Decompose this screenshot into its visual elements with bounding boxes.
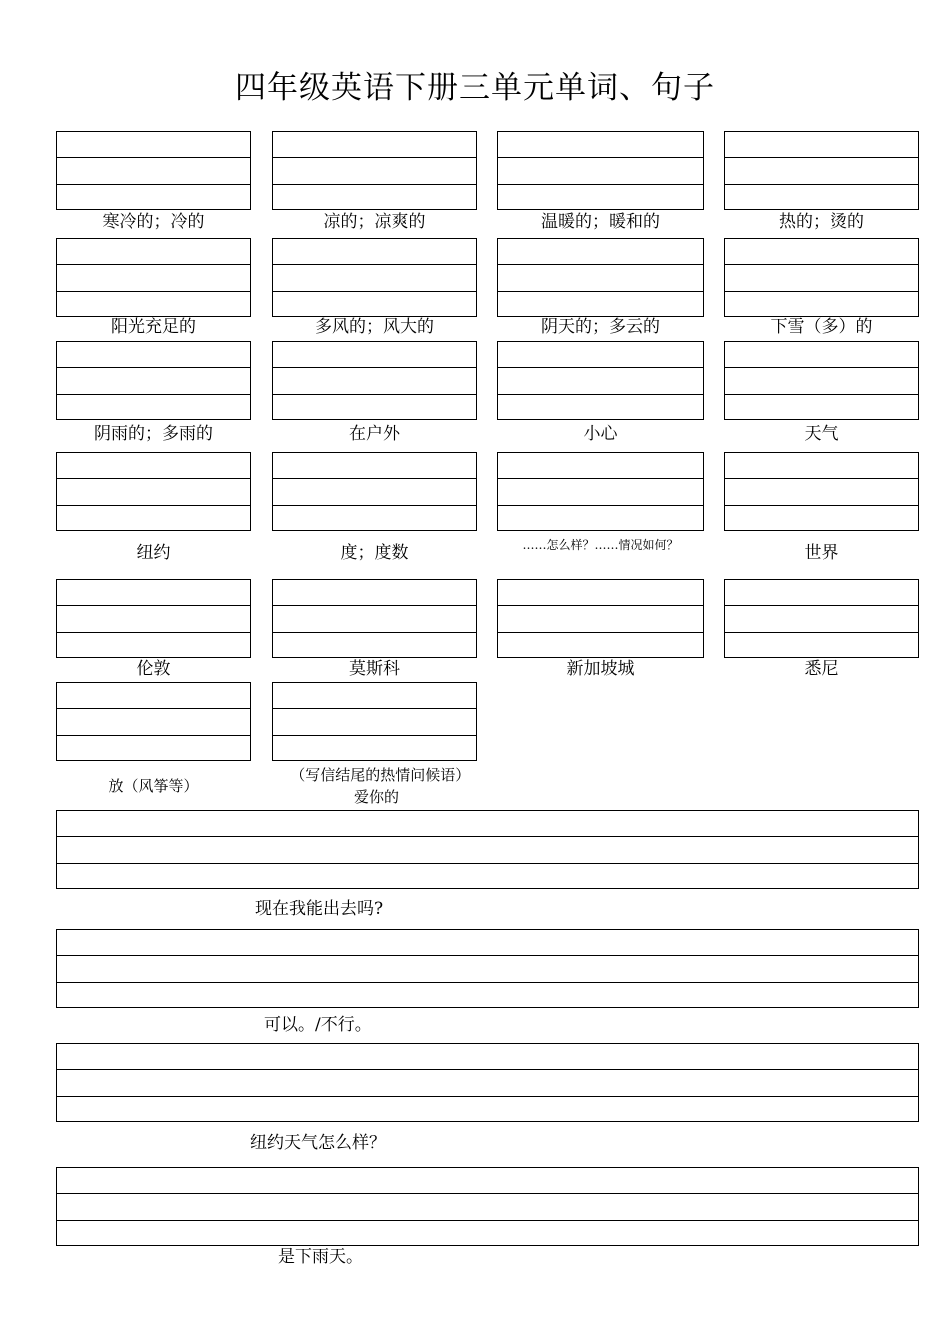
writing-line (57, 955, 918, 956)
writing-line (498, 605, 703, 606)
word-meaning-label: 世界 (804, 543, 839, 563)
word-meaning-label: 小心 (583, 424, 618, 444)
writing-line (725, 605, 918, 606)
word-writing-box[interactable] (272, 341, 477, 420)
word-meaning-label: 在户外 (349, 424, 400, 444)
writing-line (725, 157, 918, 158)
writing-line (57, 264, 250, 265)
writing-line (725, 184, 918, 185)
word-writing-box[interactable] (56, 452, 251, 531)
word-meaning-label: 阳光充足的 (111, 317, 196, 337)
word-meaning-label: 阴天的；多云的 (541, 317, 660, 337)
sentence-writing-box[interactable] (56, 810, 919, 889)
word-writing-box[interactable] (272, 452, 477, 531)
word-writing-box[interactable] (272, 682, 477, 761)
writing-line (57, 1220, 918, 1221)
writing-line (273, 478, 476, 479)
sentence-meaning-label: 可以。/不行。 (264, 1015, 372, 1035)
word-meaning-label: 多风的；风大的 (315, 317, 434, 337)
writing-line (273, 505, 476, 506)
writing-line (57, 735, 250, 736)
writing-line (725, 632, 918, 633)
writing-line (498, 505, 703, 506)
word-writing-box[interactable] (272, 579, 477, 658)
word-meaning-label: 伦敦 (136, 659, 171, 679)
writing-line (273, 708, 476, 709)
word-meaning-label: 度；度数 (340, 543, 409, 563)
writing-line (57, 863, 918, 864)
sentence-writing-box[interactable] (56, 929, 919, 1008)
writing-line (57, 184, 250, 185)
word-meaning-label: 热的；烫的 (779, 212, 864, 232)
page-title: 四年级英语下册三单元单词、句子 (235, 70, 715, 106)
word-writing-box[interactable] (497, 579, 704, 658)
writing-line (725, 505, 918, 506)
writing-line (498, 478, 703, 479)
writing-line (273, 291, 476, 292)
writing-line (273, 367, 476, 368)
word-meaning-label: ……怎么样？……情况如何？ (522, 538, 679, 552)
writing-line (273, 394, 476, 395)
word-writing-box[interactable] (724, 579, 919, 658)
word-meaning-label: 寒冷的；冷的 (102, 212, 205, 232)
word-writing-box[interactable] (272, 238, 477, 317)
word-writing-box[interactable] (56, 341, 251, 420)
writing-line (498, 291, 703, 292)
word-meaning-label: 凉的；凉爽的 (323, 212, 426, 232)
writing-line (57, 1193, 918, 1194)
sentence-writing-box[interactable] (56, 1043, 919, 1122)
writing-line (57, 1069, 918, 1070)
word-writing-box[interactable] (497, 452, 704, 531)
writing-line (57, 478, 250, 479)
writing-line (57, 505, 250, 506)
sentence-writing-box[interactable] (56, 1167, 919, 1246)
writing-line (273, 632, 476, 633)
word-writing-box[interactable] (497, 238, 704, 317)
writing-line (498, 157, 703, 158)
writing-line (273, 184, 476, 185)
writing-line (273, 264, 476, 265)
word-writing-box[interactable] (724, 238, 919, 317)
word-writing-box[interactable] (56, 131, 251, 210)
writing-line (57, 1096, 918, 1097)
word-meaning-label: 温暖的；暖和的 (541, 212, 660, 232)
writing-line (57, 982, 918, 983)
writing-line (498, 367, 703, 368)
word-writing-box[interactable] (56, 579, 251, 658)
writing-line (273, 157, 476, 158)
writing-line (57, 394, 250, 395)
word-meaning-label: （写信结尾的热情问候语）爱你的 (290, 766, 463, 806)
writing-line (725, 291, 918, 292)
writing-line (725, 367, 918, 368)
word-writing-box[interactable] (724, 452, 919, 531)
word-meaning-label: 悉尼 (804, 659, 839, 679)
sentence-meaning-label: 现在我能出去吗? (255, 899, 384, 919)
word-writing-box[interactable] (497, 131, 704, 210)
word-writing-box[interactable] (272, 131, 477, 210)
writing-line (498, 184, 703, 185)
writing-line (273, 605, 476, 606)
sentence-meaning-label: 纽约天气怎么样？ (250, 1133, 386, 1153)
writing-line (273, 735, 476, 736)
writing-line (57, 836, 918, 837)
writing-line (725, 394, 918, 395)
word-meaning-label: 新加坡城 (566, 659, 635, 679)
writing-line (57, 367, 250, 368)
word-meaning-label: 放（风筝等） (108, 777, 199, 795)
word-writing-box[interactable] (56, 682, 251, 761)
word-writing-box[interactable] (56, 238, 251, 317)
writing-line (498, 632, 703, 633)
writing-line (498, 264, 703, 265)
word-meaning-label: 阴雨的；多雨的 (94, 424, 213, 444)
word-meaning-label: 天气 (804, 424, 839, 444)
word-writing-box[interactable] (724, 341, 919, 420)
sentence-meaning-label: 是下雨天。 (278, 1247, 363, 1267)
writing-line (57, 157, 250, 158)
writing-line (725, 478, 918, 479)
word-meaning-label: 莫斯科 (349, 659, 400, 679)
word-meaning-label: 下雪（多）的 (770, 317, 873, 337)
word-meaning-label: 纽约 (136, 543, 171, 563)
writing-line (57, 291, 250, 292)
writing-line (498, 394, 703, 395)
writing-line (57, 632, 250, 633)
writing-line (725, 264, 918, 265)
writing-line (57, 605, 250, 606)
writing-line (57, 708, 250, 709)
word-writing-box[interactable] (724, 131, 919, 210)
word-writing-box[interactable] (497, 341, 704, 420)
